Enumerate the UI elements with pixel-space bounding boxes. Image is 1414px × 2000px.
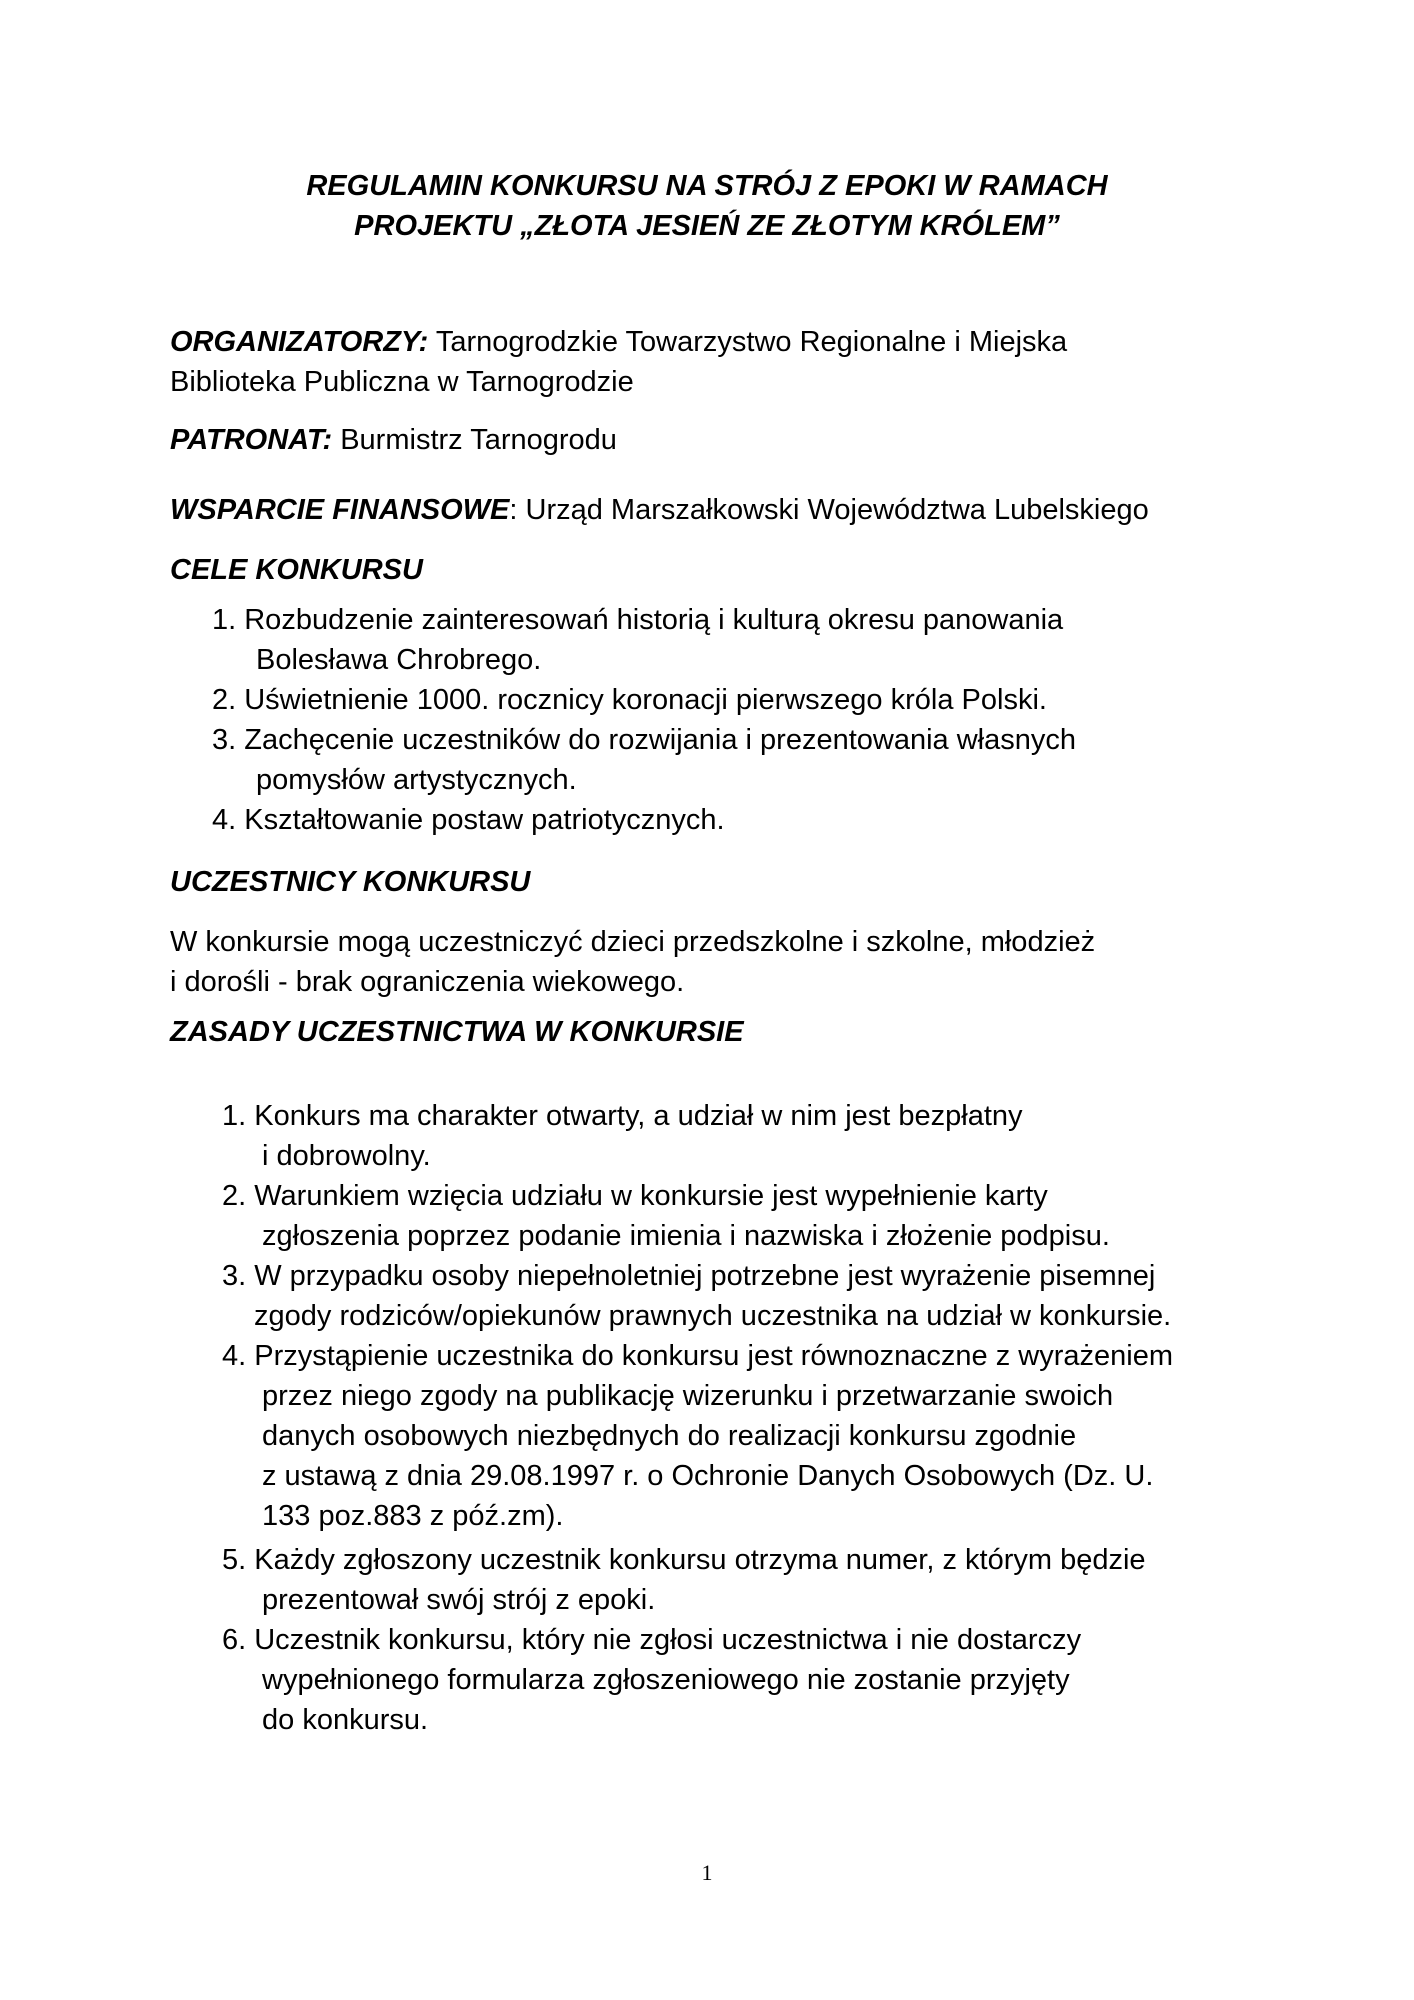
goals-item-4: 4. Kształtowanie postaw patriotycznych. (212, 804, 725, 836)
organizers-line-2: Biblioteka Publiczna w Tarnogrodzie (170, 366, 634, 398)
goals-item-1: 1. Rozbudzenie zainteresowań historią i kulturą okresu panowania (212, 604, 1064, 636)
goals-heading: CELE KONKURSU (170, 554, 423, 586)
rules-item-4-cont-4: 133 poz.883 z póź.zm). (262, 1500, 564, 1532)
rules-item-4: 4. Przystąpienie uczestnika do konkursu jest równoznaczne z wyrażeniem (222, 1340, 1174, 1372)
rules-item-6-cont-1: wypełnionego formularza zgłoszeniowego nie zostanie przyjęty (262, 1664, 1070, 1696)
rules-item-4-cont-3: z ustawą z dnia 29.08.1997 r. o Ochronie Danych Osobowych (Dz. U. (262, 1460, 1154, 1492)
patronage-label: PATRONAT: (170, 424, 333, 456)
participants-text-1: W konkursie mogą uczestniczyć dzieci przedszkolne i szkolne, młodzież (170, 926, 1096, 958)
patronage-text: Burmistrz Tarnogrodu (332, 424, 617, 456)
rules-item-2-cont: zgłoszenia poprzez podanie imienia i nazwiska i złożenie podpisu. (262, 1220, 1110, 1252)
patronage-line (170, 420, 617, 460)
goals-item-3: 3. Zachęcenie uczestników do rozwijania i prezentowania własnych (212, 724, 1077, 756)
rules-item-2: 2. Warunkiem wzięcia udziału w konkursie jest wypełnienie karty (222, 1180, 1048, 1212)
participants-text-2: i dorośli - brak ograniczenia wiekowego. (170, 966, 685, 998)
rules-item-5: 5. Każdy zgłoszony uczestnik konkursu otrzyma numer, z którym będzie (222, 1544, 1146, 1576)
goals-item-2: 2. Uświetnienie 1000. rocznicy koronacji pierwszego króla Polski. (212, 684, 1047, 716)
organizers-line-1 (170, 322, 1067, 362)
funding-text: : Urząd Marszałkowski Województwa Lubelskiego (509, 494, 1149, 526)
rules-item-4-cont-2: danych osobowych niezbędnych do realizacji konkursu zgodnie (262, 1420, 1077, 1452)
organizers-text: Tarnogrodzkie Towarzystwo Regionalne i Miejska (428, 326, 1068, 358)
page-number: 1 (701, 1860, 713, 1885)
rules-item-1: 1. Konkurs ma charakter otwarty, a udział w nim jest bezpłatny (222, 1100, 1023, 1132)
goals-item-1-cont: Bolesława Chrobrego. (256, 644, 542, 676)
document-title-line-2: PROJEKTU „ZŁOTA JESIEŃ ZE ZŁOTYM KRÓLEM” (354, 210, 1060, 242)
funding-line (170, 490, 1149, 530)
rules-item-3: 3. W przypadku osoby niepełnoletniej potrzebne jest wyrażenie pisemnej (222, 1260, 1156, 1292)
funding-label: WSPARCIE FINANSOWE (170, 494, 510, 526)
goals-item-3-cont: pomysłów artystycznych. (256, 764, 577, 796)
rules-item-3-cont: zgody rodziców/opiekunów prawnych uczestnika na udział w konkursie. (254, 1300, 1172, 1332)
rules-heading: ZASADY UCZESTNICTWA W KONKURSIE (170, 1016, 744, 1048)
rules-item-4-cont-1: przez niego zgody na publikację wizerunku i przetwarzanie swoich (262, 1380, 1114, 1412)
organizers-label: ORGANIZATORZY: (170, 326, 429, 358)
rules-item-5-cont: prezentował swój strój z epoki. (262, 1584, 656, 1616)
rules-item-6: 6. Uczestnik konkursu, który nie zgłosi uczestnictwa i nie dostarczy (222, 1624, 1082, 1656)
rules-item-6-cont-2: do konkursu. (262, 1704, 429, 1736)
rules-item-1-cont: i dobrowolny. (262, 1140, 431, 1172)
document-title-line-1: REGULAMIN KONKURSU NA STRÓJ Z EPOKI W RAMACH (306, 170, 1108, 202)
participants-heading: UCZESTNICY KONKURSU (170, 866, 531, 898)
